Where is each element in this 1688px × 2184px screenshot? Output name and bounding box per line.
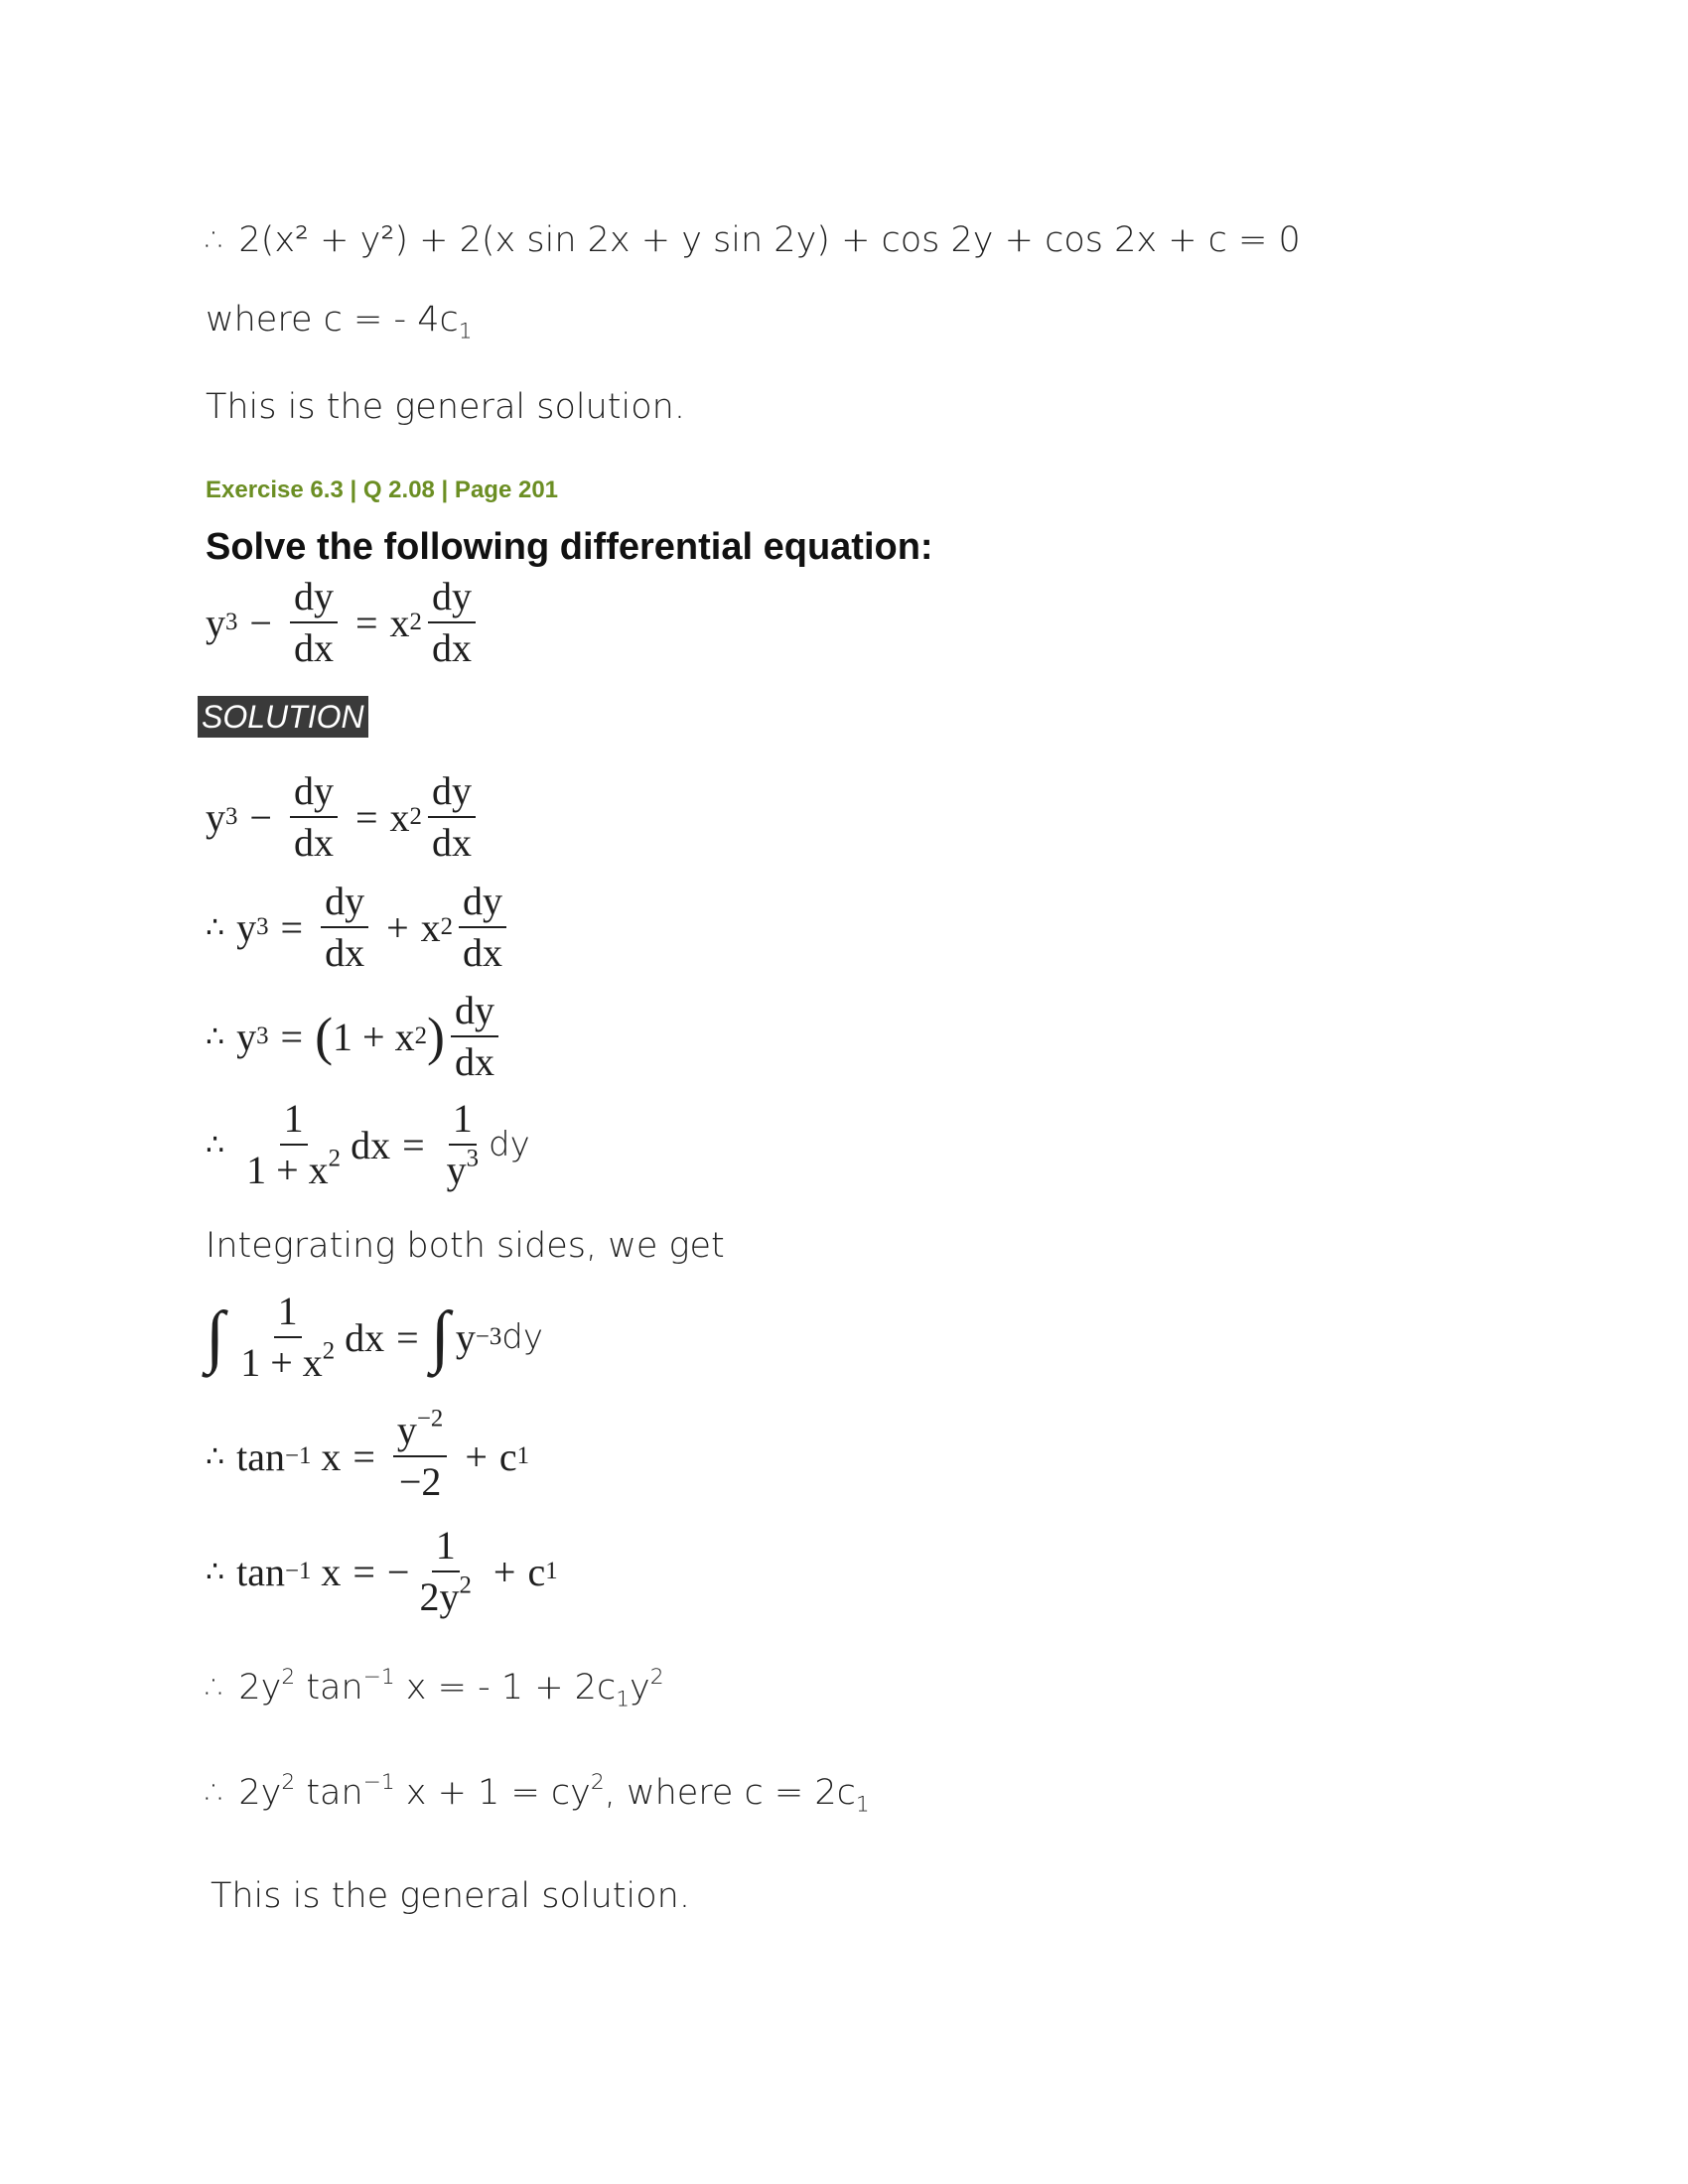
exercise-label: Exercise 6.3 | Q 2.08 | Page 201 [206,477,559,503]
solution-step-integral: ∫ $\frac{1}{1 + x^2}$ dx = ∫ y −3 dy [206,1289,543,1385]
integrating-text: Integrating both sides, we get [206,1226,725,1266]
solution-line-2: where c = - $4c_1$ [206,300,473,344]
solution-step-1: y 3 − $\frac{dy}{dx}$ = x 2 $\frac{dy}{dx}$ [206,770,482,864]
solution-step-8: ∴ $2y^2$ $\tan^{-1} x$ = - $1 + 2c_1y^2$ [206,1664,664,1712]
solution-step-6: ∴ tan −1 x = $\frac{y^{-2}}{-2}$ + c 1 [206,1405,530,1504]
integral-icon: ∫ [206,1298,225,1375]
solution-step-9: ∴ $2y^2$ $\tan^{-1} x + 1 = cy^2$, where $c = 2c_1$ [206,1769,870,1818]
fraction-dy-dx: $\frac{dy}{dx}$ [428,576,476,669]
solution-badge: SOLUTION [198,696,368,738]
solution-step-4: ∴ $\frac{1}{1 + x^2}$ dx = $\frac{1}{y^3}$ dy [206,1096,530,1192]
integral-icon: ∫ [430,1298,450,1375]
conclusion-text: This is the general solution. [211,1876,690,1916]
question-heading: Solve the following differential equation: [206,526,933,568]
solution-step-3: ∴ y 3 = ( 1 + x 2 ) $\frac{dy}{dx}$ [206,990,504,1083]
solution-step-7: ∴ tan −1 x = − $\frac{1}{2y^2}$ + c 1 [206,1523,558,1619]
fraction-dy-dx: $\frac{dy}{dx}$ [290,576,338,669]
general-solution-text: This is the general solution. [206,387,685,427]
solution-step-2: ∴ y 3 = $\frac{dy}{dx}$ + x 2 $\frac{dy}{dx}$ [206,881,512,974]
question-equation: y 3 − $\frac{dy}{dx}$ = x 2 $\frac{dy}{dx}$ [206,576,482,669]
solution-line-1: ∴ 2(x² + y²) + 2(x sin 2x + y sin 2y) + cos 2y + cos 2x + c = 0 [206,220,1301,260]
